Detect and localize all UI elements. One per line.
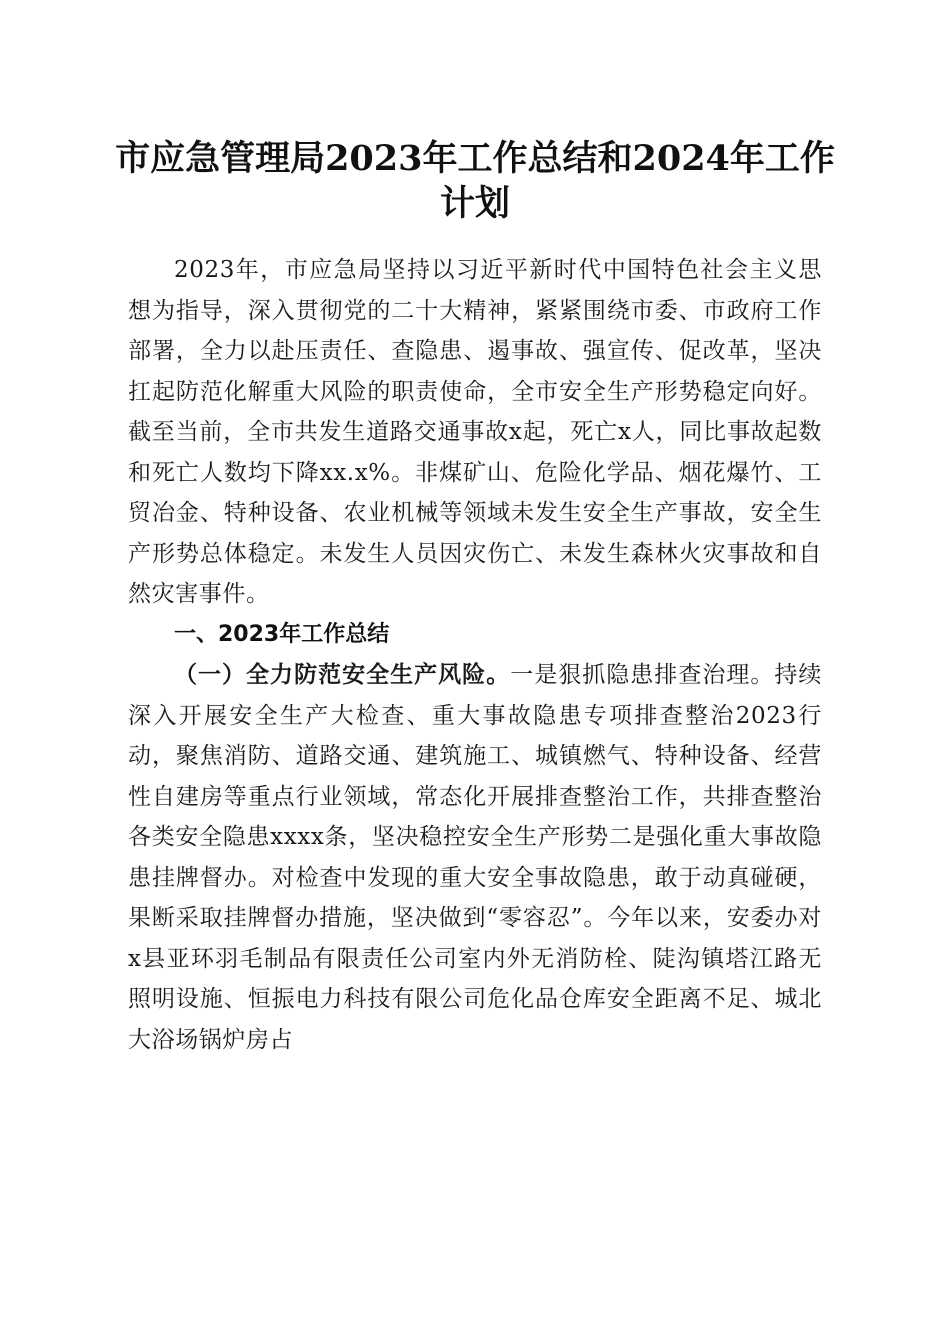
title-line-2: 计划 [439,183,510,224]
title-line-1: 市应急管理局2023年工作总结和2024年工作 [115,138,835,179]
document-title [112,136,838,226]
subsection-text: 一是狠抓隐患排查治理。持续深入开展安全生产大检查、重大事故隐患专项排查整治2023行动，聚焦消防、道路交通、建筑施工、城镇燃气、特种设备、经营性自建房等重点行业领域，常态化开展排查整治工作，共排查整治各类安全隐患xxxx条，坚决稳控安全生产形势二是强化重大事故隐患挂牌督办。对检查中发现的重大安全事故隐患，敢于动真碰硬，果断采取挂牌督办措施，坚决做到“零容忍”。今年以来，安委办对x县亚环羽毛制品有限责任公司室内外无消防栓、陡沟镇塔江路无照明设施、恒振电力科技有限公司危化品仓库安全距离不足、城北大浴场锅炉房占 [128,662,822,1053]
intro-paragraph: 2023年，市应急局坚持以习近平新时代中国特色社会主义思想为指导，深入贯彻党的二十大精神，紧紧围绕市委、市政府工作部署，全力以赴压责任、查隐患、遏事故、强宣传、促改革，坚决扛起防范化解重大风险的职责使命，全市安全生产形势稳定向好。截至当前，全市共发生道路交通事故x起，死亡x人，同比事故起数和死亡人数均下降xx.x%。非煤矿山、危险化学品、烟花爆竹、工贸冶金、特种设备、农业机械等领域未发生安全生产事故，安全生产形势总体稳定。未发生人员因灾伤亡、未发生森林火灾事故和自然灾害事件。 [128,257,822,607]
subsection-paragraph [128,655,822,1060]
subsection-heading-risk-prevention: （一）全力防范安全生产风险。 [174,662,511,688]
document-body [128,250,822,1060]
section-heading-work-summary: 一、2023年工作总结 [174,621,390,647]
